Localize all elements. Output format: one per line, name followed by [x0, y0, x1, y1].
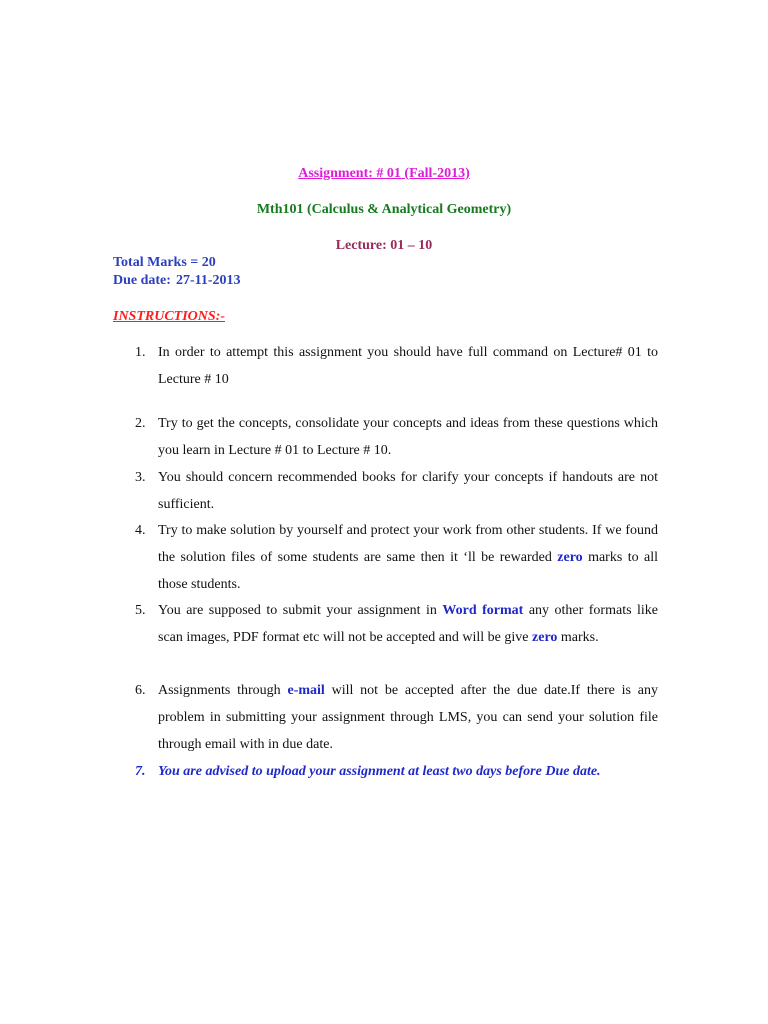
- bold-word-format: Word format: [442, 603, 524, 618]
- item-text-part: marks.: [560, 630, 599, 645]
- list-item-text: [158, 597, 658, 651]
- total-marks: Total Marks = 20: [113, 255, 216, 270]
- list-item-text: You are advised to upload your assignment at least two days before Due date.: [158, 764, 601, 779]
- lecture-range: Lecture: 01 – 10: [335, 238, 433, 253]
- list-item-number: 6.: [135, 683, 146, 698]
- list-item: [113, 597, 658, 651]
- item-text-part: You are supposed to submit your assignment in: [158, 603, 437, 618]
- list-item-text: You should concern recommended books for clarify your concepts if handouts are not sufficient.: [158, 470, 658, 512]
- list-item-text: [158, 517, 658, 598]
- list-item-number: 7.: [135, 764, 146, 779]
- list-item: [113, 677, 658, 758]
- item-text-part: will not be accepted after the due date.If there is any problem in submitting your assignment through LMS, you can send your solution file through email with in due date.: [158, 683, 659, 752]
- list-item: [113, 464, 658, 518]
- due-date-label: Due date:: [113, 273, 171, 288]
- due-date: [113, 272, 241, 290]
- item-text-part: marks to all those students.: [158, 550, 658, 592]
- list-item: [113, 517, 658, 598]
- item-text-part: any other formats like scan images, PDF format etc will not be accepted and will be give: [158, 603, 659, 645]
- item-text-part: Assignments through: [158, 683, 281, 698]
- list-item-text: In order to attempt this assignment you should have full command on Lecture# 01 to Lecture # 10: [158, 345, 658, 387]
- list-item-number: 3.: [135, 470, 146, 485]
- list-item-number: 4.: [135, 523, 146, 538]
- bold-email: e-mail: [287, 683, 325, 698]
- list-item-number: 1.: [135, 345, 146, 360]
- bold-zero: zero: [557, 550, 583, 565]
- list-item-text: [158, 677, 658, 758]
- list-item-number: 2.: [135, 416, 146, 431]
- item-text-part: Try to make solution by yourself and protect your work from other students. If we found the solution files of some students are same then it ‘ll be rewarded: [158, 523, 658, 565]
- list-item: [113, 758, 658, 785]
- course-title: Mth101 (Calculus & Analytical Geometry): [256, 202, 512, 217]
- assignment-title: Assignment: # 01 (Fall-2013): [298, 166, 470, 181]
- due-date-value: 27-11-2013: [175, 273, 241, 288]
- list-item: [113, 339, 658, 393]
- list-item: [113, 410, 658, 464]
- bold-zero: zero: [532, 630, 558, 645]
- instructions-heading: INSTRUCTIONS:-: [113, 309, 226, 324]
- list-item-number: 5.: [135, 603, 146, 618]
- list-item-text: Try to get the concepts, consolidate your concepts and ideas from these questions which you learn in Lecture # 01 to Lecture # 10.: [158, 416, 658, 458]
